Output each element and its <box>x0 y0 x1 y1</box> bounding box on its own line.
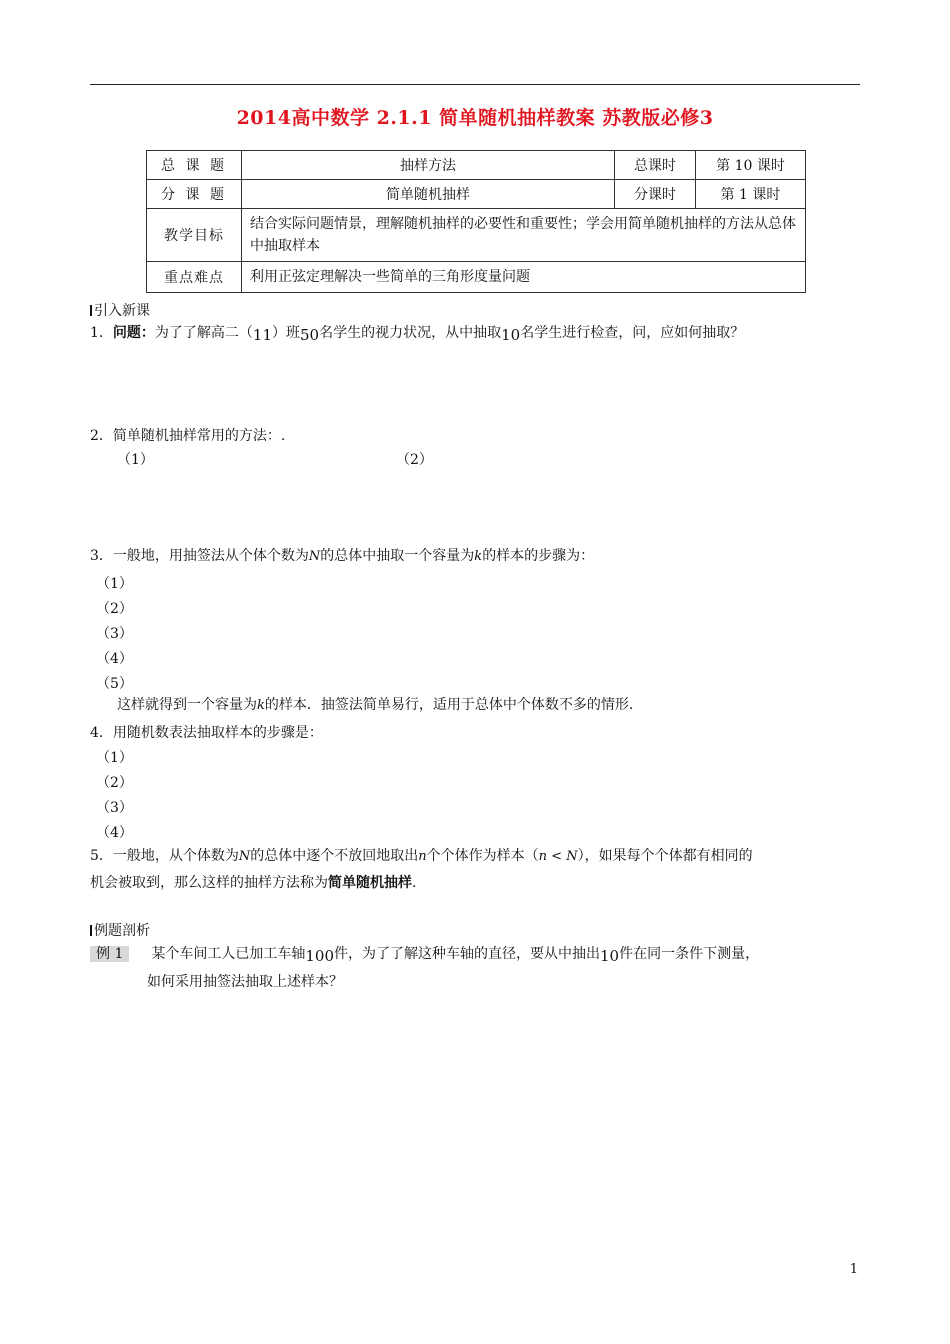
section-header-text: 例题剖析 <box>94 923 150 939</box>
question-4: 4．用随机数表法抽取样本的步骤是： <box>90 725 323 741</box>
q5-text: ），如果每个个体都有相同的 <box>577 848 753 864</box>
section-marker-icon <box>90 925 92 936</box>
q1-text: 为了了解高二（ <box>154 325 253 341</box>
row-value: 简单随机抽样 <box>242 180 615 209</box>
q1-label: 问题： <box>112 325 155 341</box>
key-value: 利用正弦定理解决一些简单的三角形度量问题 <box>242 262 806 293</box>
page-number: 1 <box>849 1262 858 1277</box>
table-row <box>147 262 806 293</box>
q5-var-N: N <box>238 849 251 864</box>
section-header-examples <box>90 920 150 940</box>
question-2: 2．简单随机抽样常用的方法：. <box>90 428 286 444</box>
q3-conclusion <box>117 694 643 714</box>
q3-end-var-k: k <box>257 698 265 713</box>
method-2-marker: （2） <box>396 452 433 468</box>
row-label: 总 课 题 <box>147 151 242 180</box>
step-marker: （1） <box>96 576 133 592</box>
lesson-info-table <box>146 150 806 293</box>
step-marker: （1） <box>96 750 133 766</box>
q1-sample-count: 10 <box>501 326 521 344</box>
question-5-line2 <box>90 872 426 892</box>
q5-inequality: n < N <box>538 849 578 864</box>
row-value: 抽样方法 <box>242 151 615 180</box>
step-marker: （4） <box>96 825 133 841</box>
question-3 <box>90 545 594 565</box>
step-marker: （5） <box>96 676 133 692</box>
section-header-text: 引入新课 <box>94 303 150 319</box>
ex1-total-count: 100 <box>305 947 334 965</box>
example-1-line2: 如何采用抽签法抽取上述样本？ <box>147 974 343 990</box>
section-marker-icon <box>90 305 92 316</box>
q3-text: 的样本的步骤为： <box>482 548 595 564</box>
example-tag: 例 1 <box>90 946 129 962</box>
table-row <box>147 209 806 262</box>
q5-var-n: n <box>418 849 427 864</box>
q1-text: 名学生进行检查，问，应如何抽取？ <box>520 325 745 341</box>
goal-value: 结合实际问题情景，理解随机抽样的必要性和重要性；学会用简单随机抽样的方法从总体中抽取样本 <box>242 209 806 262</box>
step-marker: （2） <box>96 775 133 791</box>
q1-class-number: 11 <box>252 326 273 344</box>
q3-text: 3．一般地，用抽签法从个体个数为 <box>90 548 309 564</box>
row-label: 分 课 题 <box>147 180 242 209</box>
q5-text: 5．一般地，从个体数为 <box>90 848 239 864</box>
q3-var-N: N <box>308 549 321 564</box>
row-value2: 第 10 课时 <box>696 151 806 180</box>
q3-text: 的总体中抽取一个容量为 <box>320 548 475 564</box>
q3-end-text: 的样本．抽签法简单易行，适用于总体中个体数不多的情形． <box>264 697 643 713</box>
section-header-intro <box>90 300 150 320</box>
row-label2: 分课时 <box>615 180 696 209</box>
q3-var-k: k <box>474 549 483 564</box>
row-value2: 第 1 课时 <box>696 180 806 209</box>
ex1-text: 某个车间工人已加工车轴 <box>151 946 306 962</box>
step-marker: （3） <box>96 626 133 642</box>
q5-text: ． <box>412 875 426 891</box>
table-row <box>147 180 806 209</box>
row-label2: 总课时 <box>615 151 696 180</box>
ex1-text: 件，为了了解这种车轴的直径，要从中抽出 <box>334 946 600 962</box>
q5-text: 个个体作为样本（ <box>426 848 539 864</box>
method-1-marker: （1） <box>117 452 154 468</box>
page-title: 2014高中数学 2.1.1 简单随机抽样教案 苏教版必修3 <box>236 107 714 129</box>
question-5 <box>90 845 753 865</box>
q5-term: 简单随机抽样 <box>328 875 412 891</box>
step-marker: （4） <box>96 651 133 667</box>
ex1-text: 件在同一条件下测量， <box>619 946 760 962</box>
example-1 <box>90 943 759 965</box>
q3-end-text: 这样就得到一个容量为 <box>117 697 257 713</box>
goal-label: 教学目标 <box>147 209 242 262</box>
question-1 <box>90 322 744 344</box>
q1-text: ）班 <box>272 325 301 341</box>
q1-text: 名学生的视力状况，从中抽取 <box>319 325 502 341</box>
q1-student-count: 50 <box>300 326 320 344</box>
q5-text: 机会被取到，那么这样的抽样方法称为 <box>90 875 328 891</box>
q1-number: 1． <box>90 325 113 341</box>
header-rule <box>90 84 860 85</box>
table-row <box>147 151 806 180</box>
q5-text: 的总体中逐个不放回地取出 <box>250 848 419 864</box>
step-marker: （3） <box>96 800 133 816</box>
key-label: 重点难点 <box>147 262 242 293</box>
ex1-sample-count: 10 <box>600 947 620 965</box>
step-marker: （2） <box>96 601 133 617</box>
